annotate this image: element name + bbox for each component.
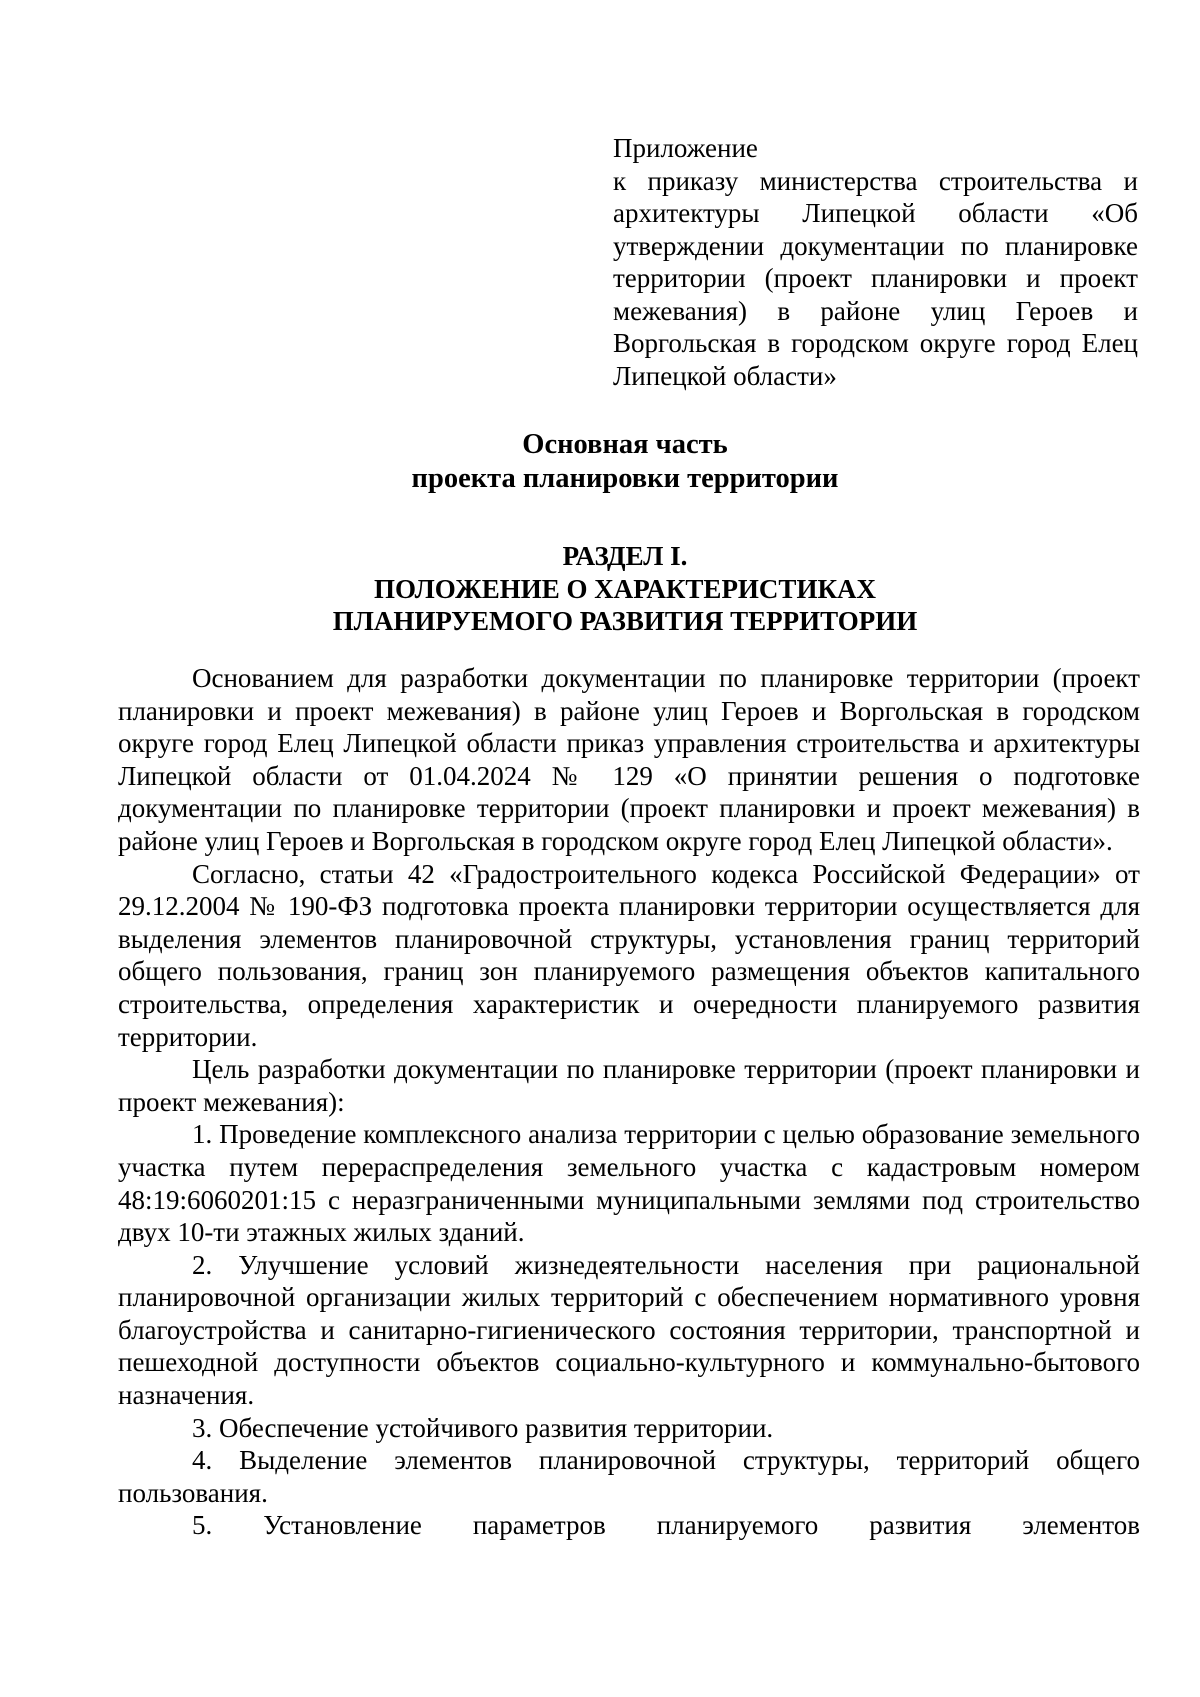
- paragraph-article-42: Согласно, статьи 42 «Градостроительного кодекса Российской Федерации» от 29.12.2004 № 190-ФЗ подготовка проекта планировки территории осуществляется для выделения элементов планировочной структуры, установления границ территорий общего пользования, границ зон планируемого размещения объектов капитального строительства, определения характеристик и очередности планируемого развития территории.: [118, 858, 1140, 1052]
- title-line-1: Основная часть: [522, 429, 728, 460]
- title-line-2: проекта планировки территории: [411, 463, 839, 494]
- document-title: [110, 428, 1140, 496]
- paragraph-goal: Цель разработки документации по планировке территории (проект планировки и проект межевания):: [118, 1054, 1140, 1117]
- appendix-label: Приложение: [613, 133, 758, 163]
- list-item-2: 2. Улучшение условий жизнедеятельности населения при рациональной планировочной организации жилых территорий с обеспечением нормативного уровня благоустройства и санитарно-гигиенического состояния территории, транспортной и пешеходной доступности объектов социально-культурного и коммунально-бытового назначения.: [118, 1249, 1140, 1411]
- list-item-3: 3. Обеспечение устойчивого развития территории.: [192, 1412, 774, 1443]
- appendix-body: к приказу министерства строительства и архитектуры Липецкой области «Об утверждении документации по планировке территории (проект планировки и проект межевания) в районе улиц Героев и Воргольская в городском округе город Елец Липецкой области»: [613, 165, 1138, 391]
- section-title-line-1: ПОЛОЖЕНИЕ О ХАРАКТЕРИСТИКАХ: [373, 573, 877, 604]
- section-heading: [110, 540, 1140, 638]
- list-item-4: 4. Выделение элементов планировочной структуры, территорий общего пользования.: [118, 1445, 1140, 1508]
- section-number: РАЗДЕЛ I.: [562, 541, 688, 571]
- paragraph-basis: Основанием для разработки документации по планировке территории (проект планировки и проект межевания) в районе улиц Героев и Воргольская в городском округе город Елец Липецкой области приказ управления строительства и архитектуры Липецкой области от 01.04.2024 № 129 «О принятии решения о подготовке документации по планировке территории (проект планировки и проект межевания) в районе улиц Героев и Воргольская в городском округе город Елец Липецкой области».: [118, 663, 1140, 856]
- list-item-5: 5. Установление параметров планируемого развития элементов: [192, 1510, 1140, 1541]
- section-title-line-2: ПЛАНИРУЕМОГО РАЗВИТИЯ ТЕРРИТОРИИ: [332, 606, 918, 636]
- document-body: [118, 662, 1140, 1542]
- list-item-1: 1. Проведение комплексного анализа территории с целью образование земельного участка путем перераспределения земельного участка с кадастровым номером 48:19:6060201:15 с неразграниченными муниципальными землями под строительство двух 10-ти этажных жилых зданий.: [118, 1119, 1140, 1248]
- appendix-block: [613, 132, 1138, 392]
